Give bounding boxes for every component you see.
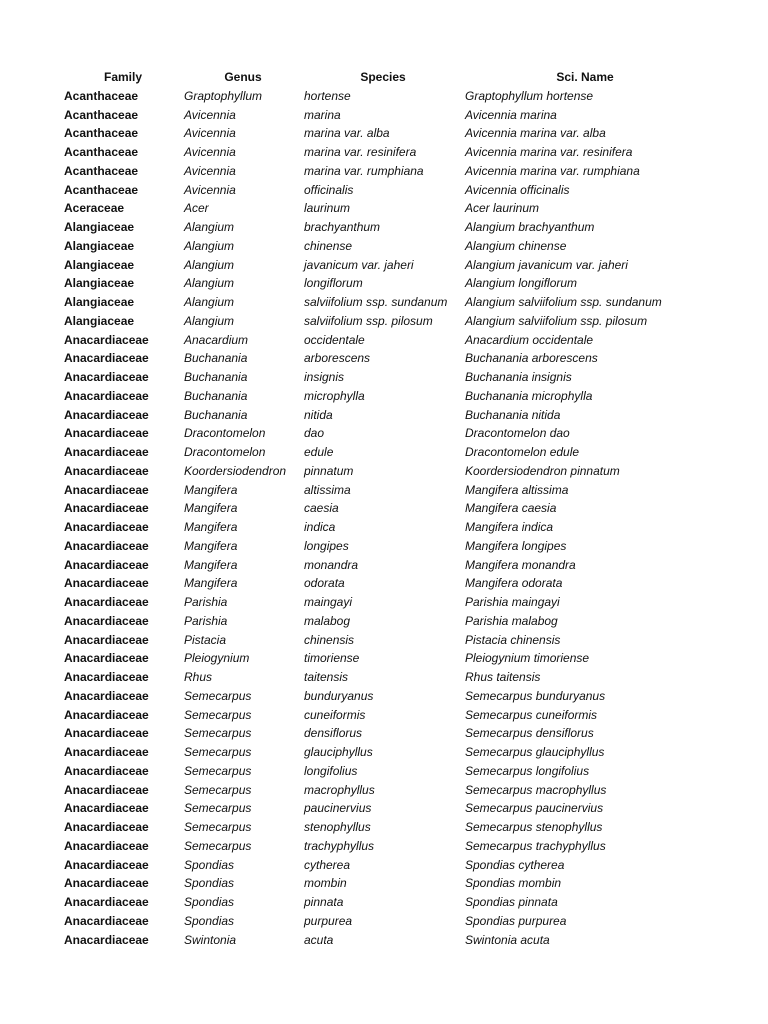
cell-sci-name: Alangium salviifolium ssp. sundanum: [465, 295, 662, 309]
cell-genus: Avicennia: [184, 107, 236, 122]
cell-family: Anacardiaceae: [64, 426, 149, 441]
cell-genus: Swintonia: [184, 932, 237, 947]
cell-family: Anacardiaceae: [64, 538, 149, 553]
cell-sci-name: Dracontomelon dao: [465, 426, 570, 441]
cell-family: Alangiaceae: [64, 295, 135, 309]
cell-species: edule: [304, 445, 334, 459]
table-row: [0, 518, 768, 537]
cell-family: Anacardiaceae: [64, 332, 149, 347]
cell-family: Anacardiaceae: [64, 726, 149, 741]
cell-sci-name: Buchanania microphylla: [465, 388, 593, 403]
cell-species: densiflorus: [304, 726, 363, 741]
cell-species: officinalis: [304, 182, 354, 197]
cell-species: caesia: [304, 501, 339, 516]
cell-family: Anacardiaceae: [64, 576, 149, 591]
cell-genus: Avicennia: [184, 126, 236, 141]
cell-family: Anacardiaceae: [64, 782, 149, 797]
cell-sci-name: Mangifera monandra: [465, 557, 576, 572]
cell-family: Anacardiaceae: [64, 407, 149, 422]
cell-family: Anacardiaceae: [64, 632, 149, 647]
cell-sci-name: Semecarpus macrophyllus: [465, 782, 607, 797]
cell-species: chinensis: [304, 632, 355, 647]
cell-sci-name: Alangium salviifolium ssp. pilosum: [465, 313, 648, 328]
cell-sci-name: Semecarpus cuneiformis: [465, 707, 598, 722]
table-row: [0, 931, 768, 950]
cell-sci-name: Semecarpus stenophyllus: [465, 820, 603, 834]
cell-sci-name: Avicennia marina var. resinifera: [465, 145, 633, 159]
cell-species: acuta: [304, 932, 334, 947]
table-row: [0, 256, 768, 275]
table-row: [0, 199, 768, 218]
cell-sci-name: Avicennia officinalis: [465, 182, 570, 197]
cell-genus: Anacardium: [184, 332, 249, 347]
cell-species: salviifolium ssp. sundanum: [304, 295, 448, 309]
cell-sci-name: Alangium longiflorum: [465, 276, 578, 291]
cell-sci-name: Spondias purpurea: [465, 913, 567, 928]
cell-genus: Spondias: [184, 857, 235, 872]
cell-species: taitensis: [304, 670, 349, 684]
cell-sci-name: Parishia malabog: [465, 613, 558, 628]
cell-species: microphylla: [304, 388, 365, 403]
cell-genus: Alangium: [184, 313, 235, 328]
cell-species: brachyanthum: [304, 220, 381, 234]
cell-species: dao: [304, 426, 325, 441]
cell-sci-name: Mangifera altissima: [465, 482, 569, 497]
table-row: [0, 556, 768, 575]
cell-species: macrophyllus: [304, 782, 375, 797]
cell-genus: Semecarpus: [184, 726, 252, 741]
cell-genus: Koordersiodendron: [184, 463, 287, 478]
table-row: [0, 406, 768, 425]
cell-family: Acanthaceae: [64, 126, 139, 141]
cell-sci-name: Semecarpus densiflorus: [465, 726, 594, 741]
cell-species: maingayi: [304, 595, 353, 609]
cell-genus: Acer: [184, 201, 209, 216]
cell-species: odorata: [304, 576, 345, 591]
cell-genus: Pleiogynium: [184, 651, 250, 666]
cell-species: longifolius: [304, 763, 358, 778]
cell-sci-name: Buchanania nitida: [465, 407, 561, 422]
cell-genus: Alangium: [184, 257, 235, 272]
cell-sci-name: Alangium javanicum var. jaheri: [465, 257, 628, 272]
cell-genus: Spondias: [184, 895, 235, 909]
cell-species: timoriense: [304, 651, 360, 666]
table-row: [0, 818, 768, 837]
cell-sci-name: Mangifera indica: [465, 520, 554, 534]
cell-species: bunduryanus: [304, 688, 374, 703]
cell-genus: Rhus: [184, 670, 213, 684]
cell-family: Alangiaceae: [64, 220, 135, 234]
table-row: [0, 856, 768, 875]
cell-sci-name: Parishia maingayi: [465, 595, 560, 609]
cell-species: indica: [304, 520, 336, 534]
table-row: [0, 762, 768, 781]
cell-species: mombin: [304, 876, 347, 891]
cell-genus: Buchanania: [184, 351, 248, 366]
cell-species: altissima: [304, 482, 351, 497]
table-row: [0, 443, 768, 462]
header-sci-name: Sci. Name: [556, 70, 614, 84]
cell-genus: Avicennia: [184, 163, 236, 178]
cell-family: Acanthaceae: [64, 163, 139, 178]
cell-genus: Semecarpus: [184, 782, 252, 797]
table-row: [0, 124, 768, 143]
table-row: [0, 743, 768, 762]
cell-sci-name: Semecarpus bunduryanus: [465, 688, 606, 703]
cell-genus: Dracontomelon: [184, 426, 266, 441]
header-species: Species: [360, 70, 406, 84]
cell-species: salviifolium ssp. pilosum: [304, 313, 433, 328]
cell-sci-name: Spondias pinnata: [465, 895, 558, 909]
table-row: [0, 537, 768, 556]
cell-species: cuneiformis: [304, 707, 366, 722]
cell-family: Anacardiaceae: [64, 482, 149, 497]
cell-species: longiflorum: [304, 276, 363, 291]
cell-genus: Avicennia: [184, 182, 236, 197]
cell-genus: Semecarpus: [184, 763, 252, 778]
cell-family: Anacardiaceae: [64, 763, 149, 778]
cell-family: Acanthaceae: [64, 88, 139, 103]
table-row: [0, 237, 768, 256]
cell-genus: Semecarpus: [184, 838, 252, 853]
table-row: [0, 462, 768, 481]
cell-family: Acanthaceae: [64, 182, 139, 197]
cell-species: purpurea: [304, 913, 353, 928]
cell-genus: Alangium: [184, 238, 235, 253]
cell-sci-name: Buchanania arborescens: [465, 351, 598, 366]
cell-genus: Mangifera: [184, 501, 238, 516]
cell-sci-name: Alangium chinense: [465, 238, 567, 253]
cell-sci-name: Buchanania insignis: [465, 370, 572, 384]
table-row: [0, 799, 768, 818]
table-row: [0, 837, 768, 856]
cell-family: Anacardiaceae: [64, 670, 149, 684]
cell-sci-name: Spondias mombin: [465, 876, 562, 891]
cell-family: Anacardiaceae: [64, 370, 149, 384]
cell-family: Alangiaceae: [64, 276, 135, 291]
cell-sci-name: Koordersiodendron pinnatum: [465, 463, 620, 478]
table-row: [0, 349, 768, 368]
table-row: [0, 706, 768, 725]
cell-genus: Mangifera: [184, 538, 238, 553]
cell-family: Anacardiaceae: [64, 688, 149, 703]
cell-genus: Semecarpus: [184, 801, 252, 816]
cell-species: insignis: [304, 370, 345, 384]
cell-family: Anacardiaceae: [64, 613, 149, 628]
table-row: [0, 368, 768, 387]
cell-sci-name: Alangium brachyanthum: [465, 220, 595, 234]
table-row: [0, 593, 768, 612]
cell-species: monandra: [304, 557, 359, 572]
cell-sci-name: Semecarpus longifolius: [465, 763, 590, 778]
table-row: [0, 481, 768, 500]
cell-sci-name: Graptophyllum hortense: [465, 88, 594, 103]
table-row: [0, 162, 768, 181]
cell-sci-name: Mangifera odorata: [465, 576, 563, 591]
table-row: [0, 893, 768, 912]
cell-family: Aceraceae: [64, 201, 125, 216]
cell-family: Anacardiaceae: [64, 501, 149, 516]
cell-species: javanicum var. jaheri: [304, 257, 414, 272]
table-row: [0, 274, 768, 293]
table-row: [0, 912, 768, 931]
cell-genus: Pistacia: [184, 632, 227, 647]
cell-genus: Semecarpus: [184, 820, 252, 834]
cell-genus: Buchanania: [184, 407, 248, 422]
cell-species: marina var. alba: [304, 126, 390, 141]
table-row: [0, 312, 768, 331]
cell-species: glauciphyllus: [304, 745, 373, 759]
cell-species: marina var. rumphiana: [304, 163, 424, 178]
cell-species: trachyphyllus: [304, 838, 375, 853]
cell-genus: Buchanania: [184, 370, 248, 384]
cell-sci-name: Dracontomelon edule: [465, 445, 580, 459]
cell-sci-name: Semecarpus glauciphyllus: [465, 745, 605, 759]
table-row: [0, 724, 768, 743]
cell-species: paucinervius: [304, 801, 372, 816]
table-row: [0, 424, 768, 443]
cell-genus: Semecarpus: [184, 745, 252, 759]
cell-species: arborescens: [304, 351, 371, 366]
cell-genus: Mangifera: [184, 576, 238, 591]
cell-species: marina var. resinifera: [304, 145, 417, 159]
cell-family: Alangiaceae: [64, 257, 135, 272]
table-row: [0, 387, 768, 406]
table-row: [0, 874, 768, 893]
cell-sci-name: Acer laurinum: [465, 201, 540, 216]
cell-family: Alangiaceae: [64, 238, 135, 253]
cell-genus: Alangium: [184, 220, 235, 234]
cell-family: Anacardiaceae: [64, 820, 149, 834]
cell-family: Acanthaceae: [64, 107, 139, 122]
cell-species: chinense: [304, 238, 353, 253]
cell-species: laurinum: [304, 201, 351, 216]
table-header-row: [0, 68, 768, 87]
table-row: [0, 612, 768, 631]
cell-sci-name: Mangifera caesia: [465, 501, 557, 516]
cell-genus: Mangifera: [184, 557, 238, 572]
cell-family: Anacardiaceae: [64, 595, 149, 609]
table-row: [0, 181, 768, 200]
cell-sci-name: Pistacia chinensis: [465, 632, 561, 647]
cell-family: Anacardiaceae: [64, 857, 149, 872]
cell-species: pinnata: [304, 895, 344, 909]
cell-species: cytherea: [304, 857, 351, 872]
table-row: [0, 331, 768, 350]
cell-sci-name: Mangifera longipes: [465, 538, 567, 553]
cell-genus: Dracontomelon: [184, 445, 266, 459]
cell-genus: Alangium: [184, 276, 235, 291]
table-row: [0, 687, 768, 706]
cell-family: Anacardiaceae: [64, 801, 149, 816]
table-row: [0, 781, 768, 800]
cell-family: Anacardiaceae: [64, 351, 149, 366]
cell-sci-name: Anacardium occidentale: [465, 332, 594, 347]
table-row: [0, 293, 768, 312]
cell-genus: Mangifera: [184, 520, 238, 534]
cell-genus: Alangium: [184, 295, 235, 309]
cell-sci-name: Semecarpus trachyphyllus: [465, 838, 606, 853]
cell-species: pinnatum: [304, 463, 354, 478]
cell-genus: Semecarpus: [184, 688, 252, 703]
cell-species: hortense: [304, 88, 351, 103]
cell-family: Anacardiaceae: [64, 895, 149, 909]
table-row: [0, 218, 768, 237]
cell-species: longipes: [304, 538, 349, 553]
table-row: [0, 631, 768, 650]
cell-sci-name: Avicennia marina var. rumphiana: [465, 163, 640, 178]
cell-family: Alangiaceae: [64, 313, 135, 328]
table-row: [0, 668, 768, 687]
table-row: [0, 649, 768, 668]
header-family: Family: [103, 70, 142, 84]
cell-family: Anacardiaceae: [64, 557, 149, 572]
cell-genus: Buchanania: [184, 388, 248, 403]
cell-sci-name: Swintonia acuta: [465, 932, 550, 947]
cell-family: Anacardiaceae: [64, 745, 149, 759]
table-body: [0, 87, 768, 950]
cell-species: nitida: [304, 407, 333, 422]
cell-genus: Mangifera: [184, 482, 238, 497]
cell-sci-name: Rhus taitensis: [465, 670, 541, 684]
cell-family: Anacardiaceae: [64, 651, 149, 666]
cell-sci-name: Pleiogynium timoriense: [465, 651, 590, 666]
table-row: [0, 499, 768, 518]
table-row: [0, 143, 768, 162]
cell-family: Anacardiaceae: [64, 932, 149, 947]
cell-family: Acanthaceae: [64, 145, 139, 159]
cell-sci-name: Avicennia marina var. alba: [465, 126, 606, 141]
cell-species: malabog: [304, 613, 351, 628]
table-row: [0, 574, 768, 593]
cell-sci-name: Spondias cytherea: [465, 857, 565, 872]
cell-family: Anacardiaceae: [64, 445, 149, 459]
cell-species: occidentale: [304, 332, 365, 347]
cell-genus: Graptophyllum: [184, 88, 263, 103]
cell-genus: Semecarpus: [184, 707, 252, 722]
cell-genus: Parishia: [184, 613, 228, 628]
cell-genus: Avicennia: [184, 145, 236, 159]
cell-genus: Spondias: [184, 876, 235, 891]
cell-sci-name: Avicennia marina: [465, 107, 557, 122]
header-genus: Genus: [224, 70, 262, 84]
cell-family: Anacardiaceae: [64, 838, 149, 853]
cell-family: Anacardiaceae: [64, 463, 149, 478]
cell-family: Anacardiaceae: [64, 520, 149, 534]
cell-sci-name: Semecarpus paucinervius: [465, 801, 604, 816]
cell-genus: Spondias: [184, 913, 235, 928]
cell-family: Anacardiaceae: [64, 707, 149, 722]
cell-family: Anacardiaceae: [64, 876, 149, 891]
cell-species: marina: [304, 107, 341, 122]
cell-species: stenophyllus: [304, 820, 371, 834]
species-table: [0, 68, 768, 949]
cell-genus: Parishia: [184, 595, 228, 609]
table-row: [0, 106, 768, 125]
cell-family: Anacardiaceae: [64, 388, 149, 403]
table-row: [0, 87, 768, 106]
cell-family: Anacardiaceae: [64, 913, 149, 928]
